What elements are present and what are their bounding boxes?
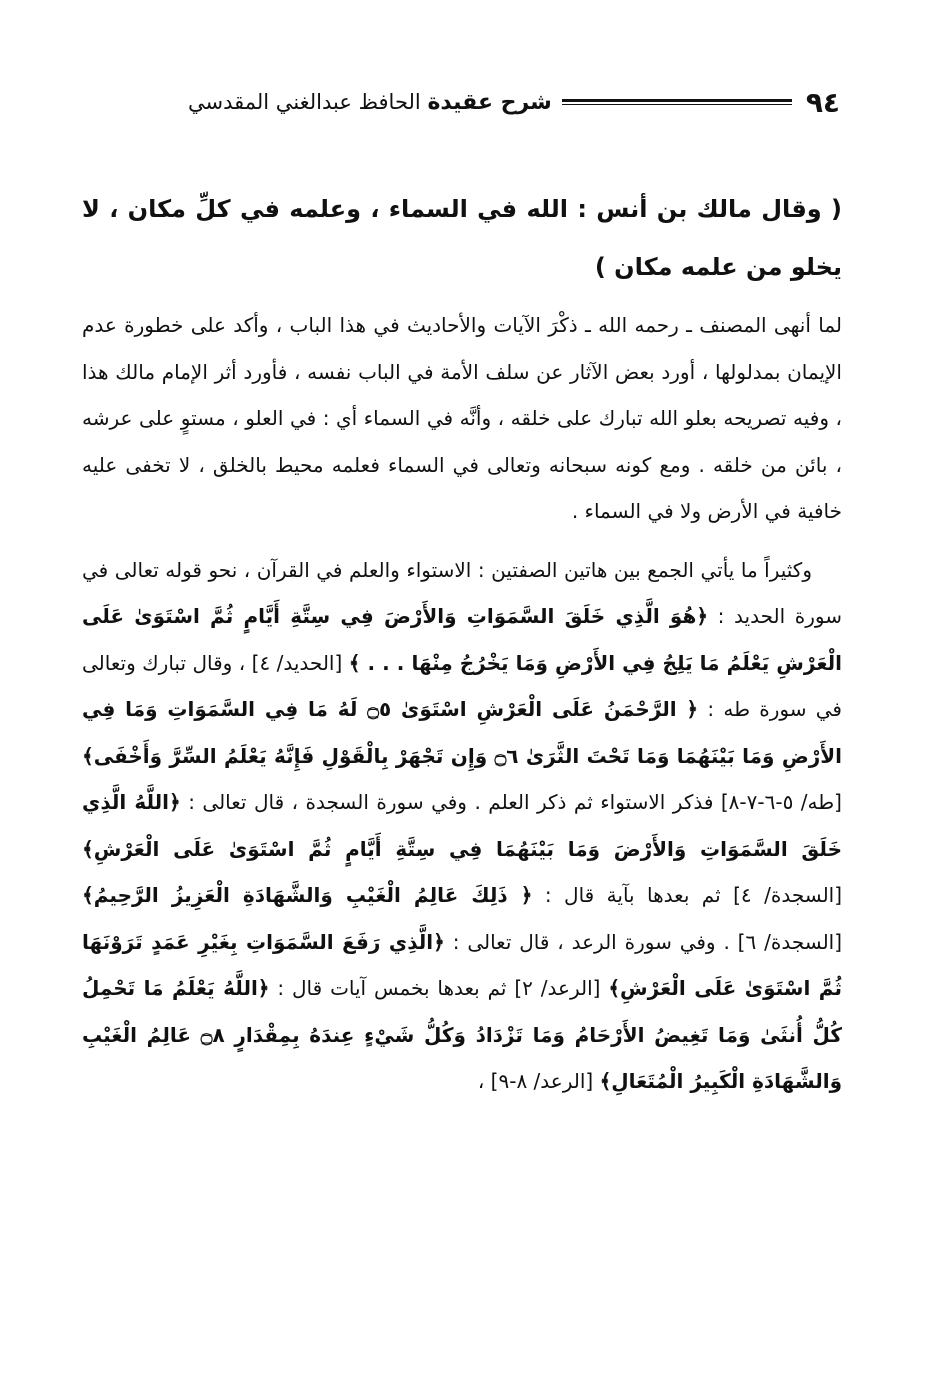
page-body	[82, 180, 842, 1105]
reference-segment: [السجدة/ ٦] . وفي سورة الرعد ، قال تعالى :	[452, 929, 843, 954]
reference-segment: [السجدة/ ٤] ثم بعدها بآية قال :	[544, 883, 843, 907]
page-number: ٩٤	[805, 85, 840, 119]
reference-segment: [الرعد/ ٨-٩] ،	[477, 1069, 594, 1093]
book-title-bold: شرح عقيدة	[427, 89, 552, 115]
verse-taha: ﴿ الرَّحْمَنُ عَلَى الْعَرْشِ اسْتَوَىٰ ۝٥ لَهُ مَا فِي السَّمَوَاتِ وَمَا فِي الأَرْضِ وَمَا بَيْنَهُمَا وَمَا تَحْتَ الثَّرَىٰ ۝٦ وَإِن تَجْهَرْ بِالْقَوْلِ فَإِنَّهُ يَعْلَمُ السِّرَّ وَأَخْفَى﴾	[82, 697, 842, 768]
header-rule	[562, 99, 792, 105]
verse-sajda-4: ﴿اللَّهُ الَّذِي خَلَقَ السَّمَوَاتِ وَالأَرْضَ وَمَا بَيْنَهُمَا فِي سِتَّةِ أَيَّامٍ ثُمَّ اسْتَوَىٰ عَلَى الْعَرْشِ﴾	[82, 790, 842, 861]
text-segment: وكثيراً ما يأتي الجمع بين هاتين الصفتين : الاستواء والعلم في القرآن ، نحو قوله تعالى في سورة الحديد :	[82, 557, 842, 628]
reference-segment: [طه/ ٥-٦-٧-٨] فذكر الاستواء ثم ذكر العلم . وفي سورة السجدة ، قال تعالى :	[188, 790, 842, 814]
book-title	[188, 90, 552, 115]
verse-hadid: ﴿هُوَ الَّذِي خَلَقَ السَّمَوَاتِ وَالأَرْضَ فِي سِتَّةِ أَيَّامٍ ثُمَّ اسْتَوَىٰ عَلَى الْعَرْشِ يَعْلَمُ مَا يَلِجُ فِي الأَرْضِ وَمَا يَخْرُجُ مِنْهَا . . . ﴾	[82, 604, 842, 675]
book-title-rest: الحافظ عبدالغني المقدسي	[188, 89, 421, 114]
reference-segment: [الحديد/ ٤] ، وقال تبارك وتعالى في سورة طه :	[82, 650, 842, 721]
verse-sajda-6: ﴿ ذَلِكَ عَالِمُ الْغَيْبِ وَالشَّهَادَةِ الْعَزِيزُ الرَّحِيمُ﴾	[82, 883, 533, 907]
verse-raad-8-9: ﴿اللَّهُ يَعْلَمُ مَا تَحْمِلُ كُلُّ أُنثَىٰ وَمَا تَغِيضُ الأَرْحَامُ وَمَا تَزْدَادُ وَكُلُّ شَيْءٍ عِندَهُ بِمِقْدَارٍ ۝٨ عَالِمُ الْغَيْبِ وَالشَّهَادَةِ الْكَبِيرُ الْمُتَعَالِ﴾	[82, 976, 843, 1093]
verse-raad-2: ﴿الَّذِي رَفَعَ السَّمَوَاتِ بِغَيْرِ عَمَدٍ تَرَوْنَهَا ثُمَّ اسْتَوَىٰ عَلَى الْعَرْشِ﴾	[82, 929, 842, 1000]
reference-segment: [الرعد/ ٢] ثم بعدها بخمس آيات قال :	[277, 976, 601, 1000]
paragraph-verses	[82, 547, 842, 1105]
quote-heading: ( وقال مالك بن أنس : الله في السماء ، وعلمه في كلِّ مكان ، لا يخلو من علمه مكان )	[82, 195, 842, 281]
page-header	[80, 82, 840, 122]
paragraph-intro: لما أنهى المصنف ـ رحمه الله ـ ذكْرَ الآيات والأحاديث في هذا الباب ، وأكد على خطورة عدم الإيمان بمدلولها ، أورد بعض الآثار عن سلف الأمة في الباب نفسه ، فأورد أثر الإمام مالك هذا ، وفيه تصريحه بعلو الله تبارك على خلقه ، وأنَّه في السماء أي : في العلو ، مستوٍ على عرشه ، بائن من خلقه . ومع كونه سبحانه وتعالى في السماء فعلمه محيط بالخلق ، لا تخفى عليه خافية في الأرض ولا في السماء .	[82, 313, 842, 523]
